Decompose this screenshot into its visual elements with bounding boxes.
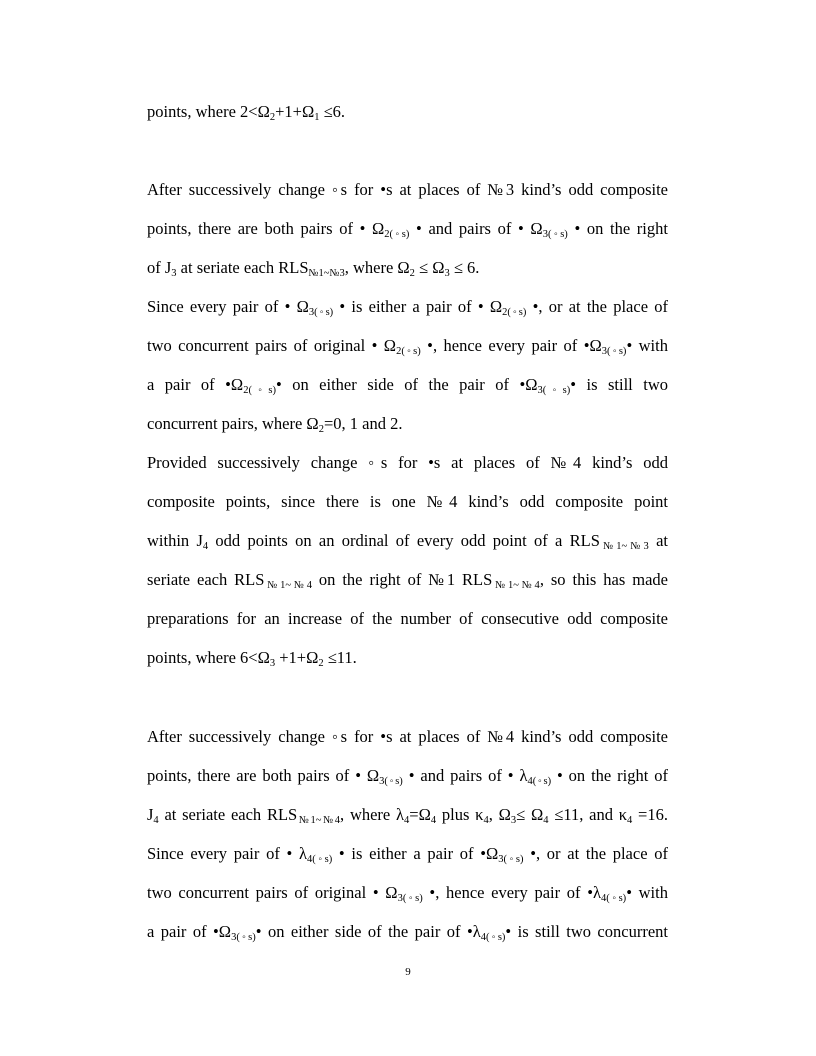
text-segment: points, there are both pairs of • Ω — [147, 219, 385, 238]
text-segment: =16. — [632, 805, 668, 824]
text-segment: • and pairs of • λ — [402, 766, 528, 785]
subscript: 2(◦s) — [396, 346, 421, 357]
text-segment: • is either a pair of • Ω — [333, 297, 503, 316]
subscript: 3(◦s) — [537, 385, 571, 396]
text-segment: =Ω — [409, 805, 431, 824]
text-line — [147, 453, 668, 473]
text-segment: Since every pair of • λ — [147, 844, 307, 863]
text-segment: ≤ 6. — [449, 258, 480, 277]
text-segment: • and pairs of • Ω — [409, 219, 543, 238]
text-line — [147, 219, 668, 239]
text-segment: two concurrent pairs of original • Ω — [147, 883, 398, 902]
subscript: 4 — [627, 815, 633, 826]
subscript: 2 — [318, 658, 324, 669]
text-segment: at seriate each RLS — [176, 258, 309, 277]
subscript: 2(◦s) — [502, 307, 527, 318]
text-segment: ≤6. — [319, 102, 346, 121]
subscript: 4(◦s) — [527, 776, 552, 787]
subscript: 3 — [510, 815, 517, 826]
text-segment: concurrent pairs, where Ω — [147, 414, 319, 433]
text-segment: points, where 6<Ω — [147, 648, 270, 667]
text-segment: plus κ — [436, 805, 484, 824]
subscript: №1~№3 — [308, 268, 345, 279]
text-segment: • with — [626, 336, 668, 355]
text-segment: on the right of №1 RLS — [311, 570, 493, 589]
subscript: №1~№4 — [264, 580, 312, 591]
text-line — [147, 922, 668, 942]
text-segment: seriate each RLS — [147, 570, 265, 589]
text-segment: a pair of •Ω — [147, 922, 232, 941]
text-line — [147, 727, 668, 747]
text-segment: After successively change ◦s for •s at places of №3 kind’s odd composite — [147, 180, 668, 199]
subscript: 4 — [483, 815, 489, 826]
text-line — [147, 805, 668, 825]
text-segment: +1+Ω — [275, 102, 315, 121]
text-segment: at seriate each RLS — [158, 805, 298, 824]
subscript: 4(◦s) — [307, 854, 333, 865]
subscript: 2(◦s) — [384, 229, 410, 240]
subscript: 2 — [269, 112, 276, 123]
subscript: 4(◦s) — [601, 893, 627, 904]
text-line — [147, 492, 668, 512]
subscript: 3(◦s) — [542, 229, 568, 240]
text-line — [147, 883, 668, 903]
subscript: 3(◦s) — [379, 776, 403, 787]
subscript: 3 — [269, 658, 276, 669]
subscript: 4(◦s) — [480, 932, 506, 943]
text-segment: preparations for an increase of the number of consecutive odd composite — [147, 609, 668, 628]
subscript: 1 — [314, 112, 320, 123]
text-segment: two concurrent pairs of original • Ω — [147, 336, 397, 355]
subscript: 4 — [543, 815, 549, 826]
subscript: 3(◦s) — [397, 893, 423, 904]
text-segment: composite points, since there is one №4 kind’s odd composite point — [147, 492, 668, 511]
subscript: 2(◦s) — [243, 385, 276, 396]
subscript: 3(◦s) — [308, 307, 334, 318]
text-segment: ≤11, and κ — [548, 805, 628, 824]
text-line — [147, 570, 668, 590]
subscript: 4 — [430, 815, 437, 826]
text-segment: • on either side of the pair of •Ω — [275, 375, 538, 394]
text-segment: •, or at the place of — [526, 297, 668, 316]
text-segment: • on the right — [567, 219, 668, 238]
text-line — [147, 102, 668, 122]
text-segment: points, where 2<Ω — [147, 102, 270, 121]
subscript: №1~№4 — [297, 815, 341, 826]
text-line — [147, 648, 668, 668]
text-segment: • on either side of the pair of •λ — [255, 922, 481, 941]
text-segment: points, there are both pairs of • Ω — [147, 766, 380, 785]
text-segment: +1+Ω — [275, 648, 319, 667]
subscript: 2 — [318, 424, 324, 435]
text-segment: • with — [626, 883, 668, 902]
text-segment: •, or at the place of — [523, 844, 668, 863]
text-segment: , where λ — [340, 805, 405, 824]
subscript: 2 — [409, 268, 415, 279]
text-segment: ≤ Ω — [414, 258, 445, 277]
text-segment: , Ω — [488, 805, 511, 824]
text-segment: •, hence every pair of •Ω — [420, 336, 602, 355]
text-segment: ≤11. — [323, 648, 357, 667]
subscript: 4 — [202, 541, 209, 552]
text-line — [147, 258, 668, 278]
subscript: 3 — [171, 268, 177, 279]
text-line — [147, 531, 668, 551]
text-segment: Provided successively change ◦s for •s at places of №4 kind’s odd — [147, 453, 668, 472]
text-line — [147, 766, 668, 786]
text-segment: • is still two — [570, 375, 668, 394]
subscript: 4 — [153, 815, 159, 826]
subscript: 3(◦s) — [231, 932, 256, 943]
text-segment: , so this has made — [539, 570, 668, 589]
text-segment: odd points on an ordinal of every odd point of a RLS — [208, 531, 600, 550]
text-segment: • is still two concurrent — [505, 922, 668, 941]
text-line — [147, 336, 668, 356]
text-segment: •, hence every pair of •λ — [422, 883, 602, 902]
subscript: 3(◦s) — [601, 346, 627, 357]
text-segment: within J — [147, 531, 203, 550]
text-line — [147, 375, 668, 395]
page-number: 9 — [405, 966, 411, 978]
subscript: 4 — [404, 815, 410, 826]
text-line — [147, 297, 668, 317]
subscript: №1~№3 — [599, 541, 649, 552]
text-line — [147, 414, 668, 434]
text-segment: J — [147, 805, 154, 824]
text-segment: After successively change ◦s for •s at places of №4 kind’s odd composite — [147, 727, 668, 746]
text-segment: =0, 1 and 2. — [323, 414, 403, 433]
text-segment: ≤ Ω — [516, 805, 544, 824]
text-segment: of J — [147, 258, 172, 277]
text-segment: a pair of •Ω — [147, 375, 244, 394]
text-line — [147, 180, 668, 200]
text-segment: • on the right of — [551, 766, 668, 785]
text-segment: • is either a pair of •Ω — [332, 844, 499, 863]
text-line — [147, 844, 668, 864]
text-segment: , where Ω — [344, 258, 410, 277]
text-line — [147, 609, 668, 629]
subscript: №1~№4 — [492, 580, 540, 591]
text-segment: at — [648, 531, 668, 550]
text-segment: Since every pair of • Ω — [147, 297, 309, 316]
subscript: 3(◦s) — [498, 854, 524, 865]
subscript: 3 — [444, 268, 450, 279]
